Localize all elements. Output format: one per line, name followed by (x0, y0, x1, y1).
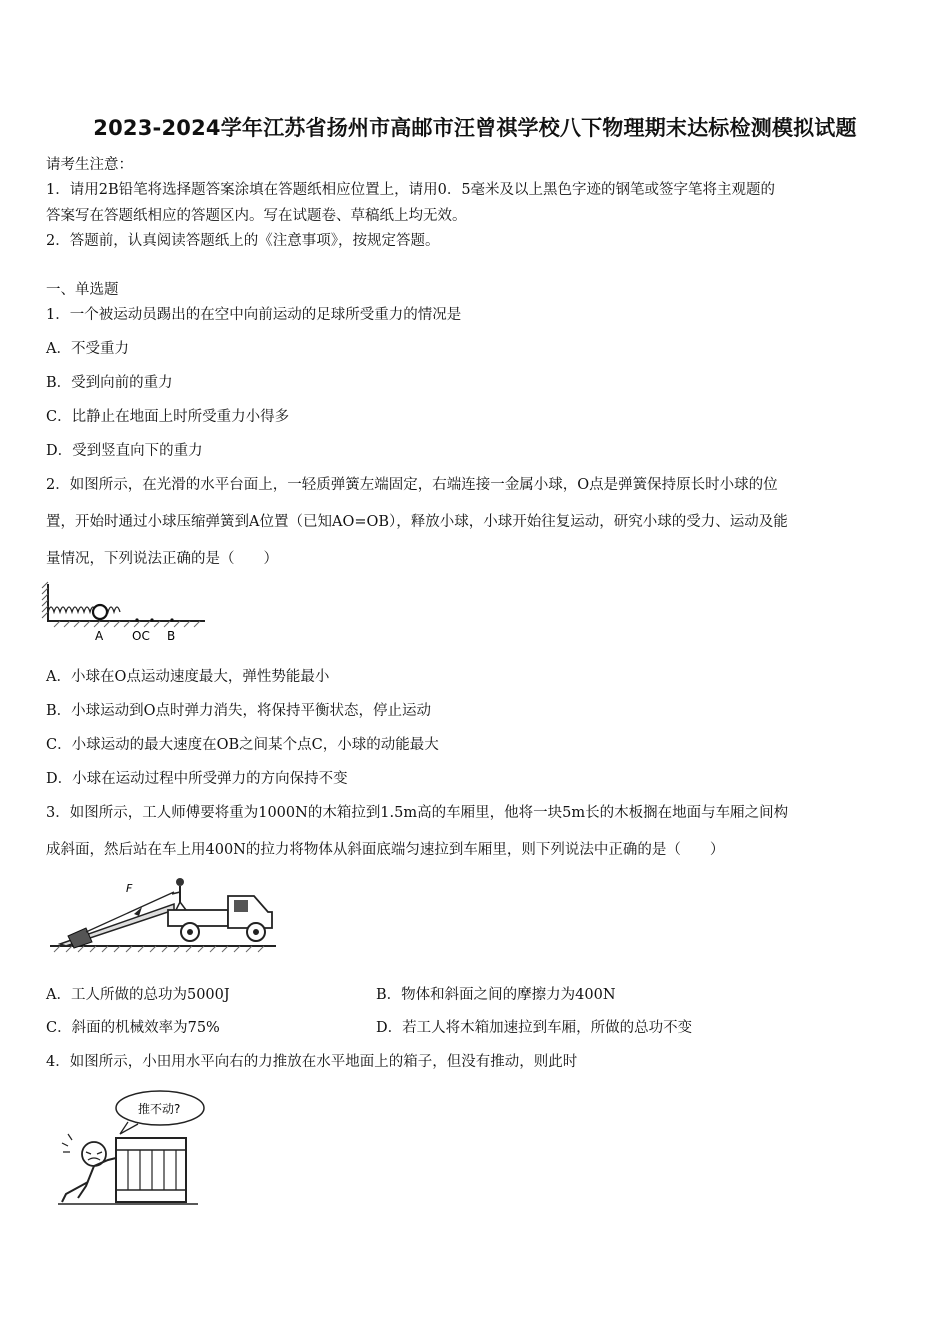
q1-option-d: D．受到竖直向下的重力 (46, 443, 203, 459)
q2-stem-line-3: 量情况，下列说法正确的是（ ） (46, 551, 278, 567)
label-oc: OC (132, 629, 150, 643)
q4-stem: 4．如图所示，小田用水平向右的力推放在水平地面上的箱子，但没有推动，则此时 (46, 1054, 578, 1070)
q1-option-a: A．不受重力 (46, 341, 129, 357)
force-label: F (126, 882, 133, 895)
incline-truck-figure (46, 870, 281, 958)
q3-option-c: C．斜面的机械效率为75% (46, 1020, 220, 1036)
notice-heading: 请考生注意： (46, 157, 133, 173)
q3-option-b: B．物体和斜面之间的摩擦力为400N (376, 987, 616, 1003)
q2-option-a: A．小球在O点运动速度最大，弹性势能最小 (46, 669, 330, 685)
q3-option-d: D．若工人将木箱加速拉到车厢，所做的总功不变 (376, 1020, 693, 1036)
q3-stem-line-1: 3．如图所示，工人师傅要将重为1000N的木箱拉到1.5m高的车厢里，他将一块5m长的木板搁在地面与车厢之间构 (46, 805, 789, 821)
speech-bubble-text: 推不动? (138, 1102, 181, 1116)
push-box-figure (58, 1086, 218, 1210)
label-b: B (167, 629, 176, 643)
q3-stem-line-2: 成斜面，然后站在车上用400N的拉力将物体从斜面底端匀速拉到车厢里，则下列说法中正确的是（ ） (46, 842, 725, 858)
q2-stem-line-1: 2．如图所示，在光滑的水平台面上，一轻质弹簧左端固定，右端连接一金属小球，O点是弹簧保持原长时小球的位 (46, 477, 778, 493)
q2-option-d: D．小球在运动过程中所受弹力的方向保持不变 (46, 771, 348, 787)
section-heading: 一、单选题 (46, 282, 119, 298)
q1-stem: 1．一个被运动员踢出的在空中向前运动的足球所受重力的情况是 (46, 307, 462, 323)
q1-option-c: C．比静止在地面上时所受重力小得多 (46, 409, 290, 425)
q3-option-a: A．工人所做的总功为5000J (46, 987, 230, 1003)
label-a: A (95, 629, 104, 643)
spring-ball-figure (40, 580, 210, 644)
notice-line-1: 1．请用2B铅笔将选择题答案涂填在答题纸相应位置上，请用0．5毫米及以上黑色字迹的钢笔或签字笔将主观题的 (46, 182, 776, 198)
notice-line-2: 答案写在答题纸相应的答题区内。写在试题卷、草稿纸上均无效。 (46, 208, 467, 224)
q2-option-b: B．小球运动到O点时弹力消失，将保持平衡状态，停止运动 (46, 703, 432, 719)
q2-option-c: C．小球运动的最大速度在OB之间某个点C，小球的动能最大 (46, 737, 439, 753)
q1-option-b: B．受到向前的重力 (46, 375, 173, 391)
q2-stem-line-2: 置，开始时通过小球压缩弹簧到A位置（已知AO=OB），释放小球，小球开始往复运动，研究小球的受力、运动及能 (46, 514, 788, 530)
page-title: 2023-2024学年江苏省扬州市高邮市汪曾祺学校八下物理期末达标检测模拟试题 (93, 116, 857, 140)
notice-line-3: 2．答题前，认真阅读答题纸上的《注意事项》，按规定答题。 (46, 233, 440, 249)
